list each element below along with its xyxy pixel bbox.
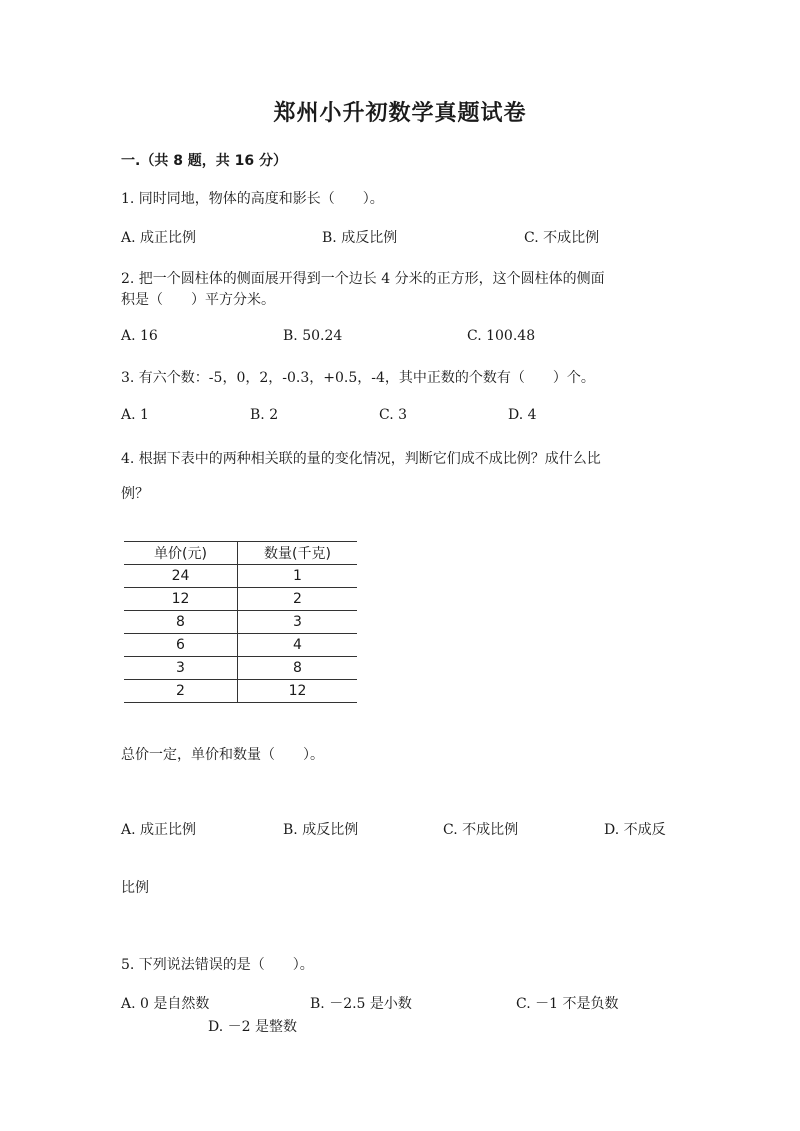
question-4-option-d-wrap: 比例 (121, 880, 149, 896)
section-heading: 一.（共 8 题，共 16 分） (121, 153, 288, 169)
price-quantity-table (124, 541, 357, 703)
table-row (124, 565, 357, 588)
question-4-prompt: 总价一定，单价和数量（ ）。 (121, 747, 324, 763)
question-2-text-line2: 积是（ ）平方分米。 (121, 292, 275, 308)
table-cell-quantity: 8 (238, 657, 358, 680)
question-3-option-c: C. 3 (379, 407, 408, 423)
question-2-option-a: A. 16 (121, 328, 158, 344)
table-cell-price: 24 (124, 565, 238, 588)
question-4-option-a: A. 成正比例 (121, 822, 197, 838)
table-row (124, 611, 357, 634)
question-3-option-d: D. 4 (508, 407, 537, 423)
table-cell-quantity: 3 (238, 611, 358, 634)
table-cell-quantity: 12 (238, 680, 358, 703)
question-3-option-a: A. 1 (121, 407, 149, 423)
question-3-option-b: B. 2 (250, 407, 279, 423)
question-4-text-line2: 例？ (121, 486, 149, 502)
question-3-text: 3. 有六个数：-5，0，2，-0.3，+0.5，-4，其中正数的个数有（ ）个。 (121, 370, 595, 386)
page-title: 郑州小升初数学真题试卷 (273, 101, 527, 126)
table-header-unit-price: 单价(元) (124, 542, 238, 565)
table-row (124, 680, 357, 703)
table-cell-price: 3 (124, 657, 238, 680)
question-1-text: 1. 同时同地，物体的高度和影长（ ）。 (121, 191, 384, 207)
table-header-quantity: 数量(千克) (238, 542, 358, 565)
question-4-option-c: C. 不成比例 (443, 822, 519, 838)
question-4-option-d: D. 不成反 (604, 822, 666, 838)
table-row (124, 657, 357, 680)
table-row (124, 588, 357, 611)
table-cell-price: 8 (124, 611, 238, 634)
question-4-text-line1: 4. 根据下表中的两种相关联的量的变化情况，判断它们成不成比例？成什么比 (121, 451, 601, 467)
question-4-option-b: B. 成反比例 (283, 822, 359, 838)
question-5-option-b: B. －2.5 是小数 (310, 996, 412, 1012)
question-1-option-a: A. 成正比例 (121, 230, 197, 246)
question-5-option-a: A. 0 是自然数 (121, 996, 210, 1012)
question-5-text: 5. 下列说法错误的是（ ）。 (121, 957, 314, 973)
question-2-text-line1: 2. 把一个圆柱体的侧面展开得到一个边长 4 分米的正方形，这个圆柱体的侧面 (121, 271, 605, 287)
question-1-option-c: C. 不成比例 (524, 230, 600, 246)
table-cell-price: 2 (124, 680, 238, 703)
question-1-option-b: B. 成反比例 (322, 230, 398, 246)
question-2-option-b: B. 50.24 (283, 328, 343, 344)
table-cell-price: 6 (124, 634, 238, 657)
table-row (124, 634, 357, 657)
table-cell-price: 12 (124, 588, 238, 611)
table-cell-quantity: 1 (238, 565, 358, 588)
table-cell-quantity: 2 (238, 588, 358, 611)
table-cell-quantity: 4 (238, 634, 358, 657)
table-header-row (124, 542, 357, 565)
question-5-option-d: D. －2 是整数 (208, 1019, 297, 1035)
question-5-option-c: C. －1 不是负数 (516, 996, 619, 1012)
question-2-option-c: C. 100.48 (467, 328, 536, 344)
